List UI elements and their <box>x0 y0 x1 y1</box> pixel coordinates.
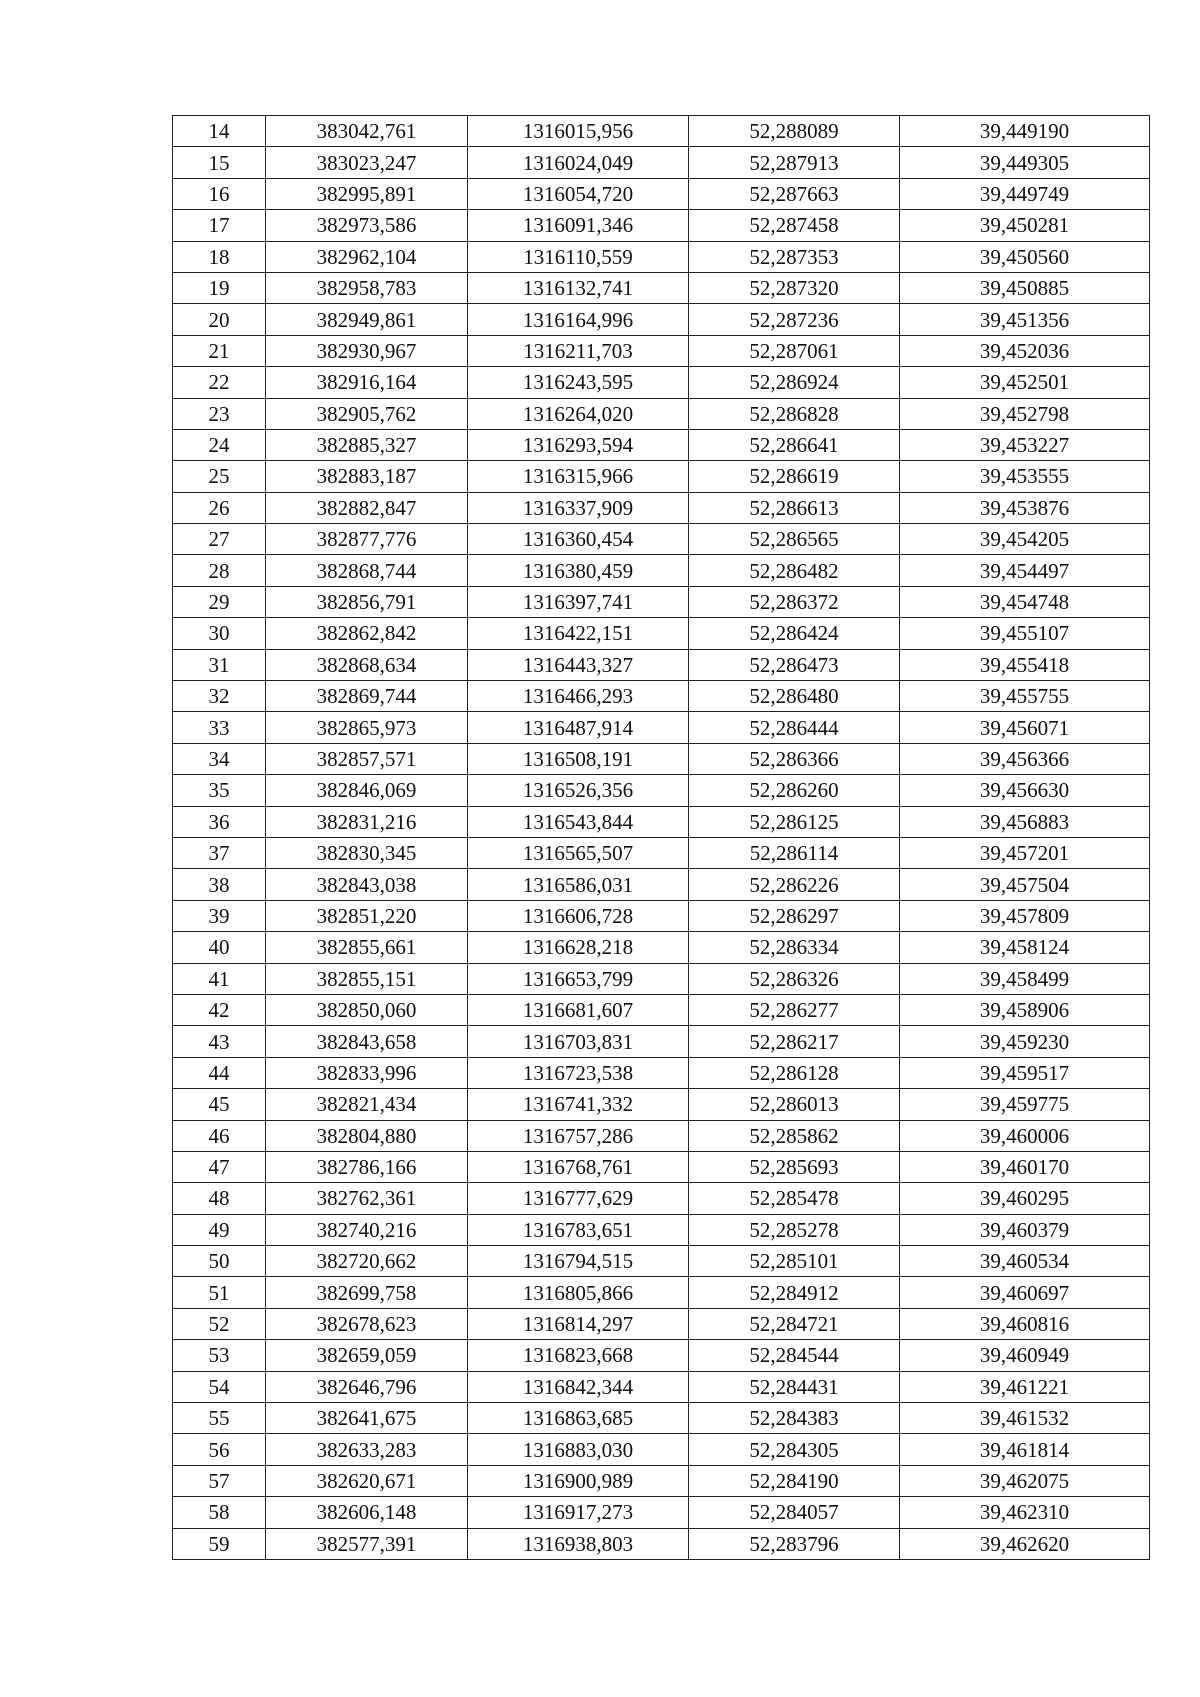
coord-y-cell: 1316054,720 <box>468 178 689 209</box>
latitude-cell: 52,286473 <box>689 649 900 680</box>
table-row <box>173 272 1150 303</box>
latitude-cell: 52,286125 <box>689 806 900 837</box>
table-row <box>173 806 1150 837</box>
coord-y-cell: 1316777,629 <box>468 1183 689 1214</box>
table-row <box>173 837 1150 868</box>
longitude-cell: 39,450281 <box>900 210 1150 241</box>
coord-x-cell: 382678,623 <box>266 1308 468 1339</box>
coord-y-cell: 1316723,538 <box>468 1057 689 1088</box>
coord-y-cell: 1316628,218 <box>468 932 689 963</box>
table-row <box>173 775 1150 806</box>
coord-x-cell: 382855,151 <box>266 963 468 994</box>
longitude-cell: 39,460170 <box>900 1151 1150 1182</box>
point-number-cell: 58 <box>173 1497 266 1528</box>
longitude-cell: 39,462310 <box>900 1497 1150 1528</box>
latitude-cell: 52,287663 <box>689 178 900 209</box>
latitude-cell: 52,286828 <box>689 398 900 429</box>
table-row <box>173 1246 1150 1277</box>
coord-y-cell: 1316741,332 <box>468 1089 689 1120</box>
longitude-cell: 39,462620 <box>900 1528 1150 1559</box>
longitude-cell: 39,456630 <box>900 775 1150 806</box>
longitude-cell: 39,455755 <box>900 681 1150 712</box>
point-number-cell: 46 <box>173 1120 266 1151</box>
table-row <box>173 1151 1150 1182</box>
table-row <box>173 304 1150 335</box>
coord-x-cell: 382851,220 <box>266 900 468 931</box>
longitude-cell: 39,452798 <box>900 398 1150 429</box>
coord-y-cell: 1316842,344 <box>468 1371 689 1402</box>
latitude-cell: 52,287320 <box>689 272 900 303</box>
table-row <box>173 900 1150 931</box>
coord-x-cell: 382949,861 <box>266 304 468 335</box>
coord-x-cell: 382833,996 <box>266 1057 468 1088</box>
coord-y-cell: 1316757,286 <box>468 1120 689 1151</box>
longitude-cell: 39,455107 <box>900 618 1150 649</box>
table-row <box>173 461 1150 492</box>
point-number-cell: 39 <box>173 900 266 931</box>
table-row <box>173 367 1150 398</box>
coord-y-cell: 1316543,844 <box>468 806 689 837</box>
longitude-cell: 39,458499 <box>900 963 1150 994</box>
latitude-cell: 52,286444 <box>689 712 900 743</box>
table-row <box>173 1497 1150 1528</box>
coord-x-cell: 382830,345 <box>266 837 468 868</box>
coord-x-cell: 382762,361 <box>266 1183 468 1214</box>
coord-y-cell: 1316024,049 <box>468 147 689 178</box>
coord-y-cell: 1316883,030 <box>468 1434 689 1465</box>
point-number-cell: 18 <box>173 241 266 272</box>
longitude-cell: 39,460816 <box>900 1308 1150 1339</box>
point-number-cell: 27 <box>173 524 266 555</box>
coord-y-cell: 1316565,507 <box>468 837 689 868</box>
point-number-cell: 31 <box>173 649 266 680</box>
coord-x-cell: 382641,675 <box>266 1403 468 1434</box>
point-number-cell: 17 <box>173 210 266 241</box>
table-row <box>173 586 1150 617</box>
coord-y-cell: 1316586,031 <box>468 869 689 900</box>
latitude-cell: 52,283796 <box>689 1528 900 1559</box>
longitude-cell: 39,456883 <box>900 806 1150 837</box>
table-row <box>173 1183 1150 1214</box>
point-number-cell: 35 <box>173 775 266 806</box>
table-row <box>173 555 1150 586</box>
longitude-cell: 39,460534 <box>900 1246 1150 1277</box>
latitude-cell: 52,287061 <box>689 335 900 366</box>
longitude-cell: 39,460295 <box>900 1183 1150 1214</box>
coord-x-cell: 382865,973 <box>266 712 468 743</box>
longitude-cell: 39,454748 <box>900 586 1150 617</box>
latitude-cell: 52,287913 <box>689 147 900 178</box>
longitude-cell: 39,457504 <box>900 869 1150 900</box>
longitude-cell: 39,449305 <box>900 147 1150 178</box>
longitude-cell: 39,454205 <box>900 524 1150 555</box>
coord-x-cell: 383042,761 <box>266 116 468 147</box>
coordinates-table-body <box>173 116 1150 1560</box>
point-number-cell: 57 <box>173 1465 266 1496</box>
latitude-cell: 52,285278 <box>689 1214 900 1245</box>
coord-y-cell: 1316315,966 <box>468 461 689 492</box>
longitude-cell: 39,454497 <box>900 555 1150 586</box>
coord-x-cell: 382620,671 <box>266 1465 468 1496</box>
point-number-cell: 38 <box>173 869 266 900</box>
table-row <box>173 210 1150 241</box>
table-row <box>173 1371 1150 1402</box>
point-number-cell: 53 <box>173 1340 266 1371</box>
latitude-cell: 52,288089 <box>689 116 900 147</box>
coord-x-cell: 382786,166 <box>266 1151 468 1182</box>
point-number-cell: 36 <box>173 806 266 837</box>
coord-x-cell: 382659,059 <box>266 1340 468 1371</box>
table-row <box>173 1089 1150 1120</box>
coord-x-cell: 382930,967 <box>266 335 468 366</box>
latitude-cell: 52,284057 <box>689 1497 900 1528</box>
coord-y-cell: 1316768,761 <box>468 1151 689 1182</box>
longitude-cell: 39,456366 <box>900 743 1150 774</box>
point-number-cell: 42 <box>173 994 266 1025</box>
coord-y-cell: 1316466,293 <box>468 681 689 712</box>
point-number-cell: 44 <box>173 1057 266 1088</box>
coord-y-cell: 1316360,454 <box>468 524 689 555</box>
table-row <box>173 524 1150 555</box>
coord-x-cell: 382846,069 <box>266 775 468 806</box>
point-number-cell: 41 <box>173 963 266 994</box>
coord-y-cell: 1316606,728 <box>468 900 689 931</box>
point-number-cell: 26 <box>173 492 266 523</box>
latitude-cell: 52,286924 <box>689 367 900 398</box>
point-number-cell: 20 <box>173 304 266 335</box>
coord-y-cell: 1316653,799 <box>468 963 689 994</box>
coord-x-cell: 382606,148 <box>266 1497 468 1528</box>
longitude-cell: 39,462075 <box>900 1465 1150 1496</box>
table-row <box>173 1308 1150 1339</box>
coord-y-cell: 1316917,273 <box>468 1497 689 1528</box>
latitude-cell: 52,284190 <box>689 1465 900 1496</box>
table-row <box>173 618 1150 649</box>
longitude-cell: 39,452501 <box>900 367 1150 398</box>
table-row <box>173 241 1150 272</box>
longitude-cell: 39,453555 <box>900 461 1150 492</box>
latitude-cell: 52,286013 <box>689 1089 900 1120</box>
latitude-cell: 52,284912 <box>689 1277 900 1308</box>
table-row <box>173 1057 1150 1088</box>
table-row <box>173 178 1150 209</box>
latitude-cell: 52,286297 <box>689 900 900 931</box>
coord-x-cell: 383023,247 <box>266 147 468 178</box>
longitude-cell: 39,460949 <box>900 1340 1150 1371</box>
latitude-cell: 52,286641 <box>689 429 900 460</box>
latitude-cell: 52,285101 <box>689 1246 900 1277</box>
coord-x-cell: 382740,216 <box>266 1214 468 1245</box>
point-number-cell: 50 <box>173 1246 266 1277</box>
coord-x-cell: 382916,164 <box>266 367 468 398</box>
longitude-cell: 39,460006 <box>900 1120 1150 1151</box>
point-number-cell: 49 <box>173 1214 266 1245</box>
coord-x-cell: 382804,880 <box>266 1120 468 1151</box>
table-row <box>173 1403 1150 1434</box>
longitude-cell: 39,450560 <box>900 241 1150 272</box>
coord-x-cell: 382720,662 <box>266 1246 468 1277</box>
point-number-cell: 43 <box>173 1026 266 1057</box>
table-row <box>173 1340 1150 1371</box>
latitude-cell: 52,286619 <box>689 461 900 492</box>
table-row <box>173 649 1150 680</box>
coord-y-cell: 1316132,741 <box>468 272 689 303</box>
longitude-cell: 39,459775 <box>900 1089 1150 1120</box>
latitude-cell: 52,286128 <box>689 1057 900 1088</box>
coord-x-cell: 382577,391 <box>266 1528 468 1559</box>
coord-x-cell: 382885,327 <box>266 429 468 460</box>
table-row <box>173 147 1150 178</box>
coord-y-cell: 1316293,594 <box>468 429 689 460</box>
coord-y-cell: 1316264,020 <box>468 398 689 429</box>
table-row <box>173 335 1150 366</box>
table-row <box>173 1214 1150 1245</box>
coordinates-table <box>172 115 1150 1560</box>
coord-y-cell: 1316823,668 <box>468 1340 689 1371</box>
coord-y-cell: 1316783,651 <box>468 1214 689 1245</box>
table-row <box>173 712 1150 743</box>
latitude-cell: 52,286482 <box>689 555 900 586</box>
coord-x-cell: 382869,744 <box>266 681 468 712</box>
coord-x-cell: 382843,038 <box>266 869 468 900</box>
point-number-cell: 40 <box>173 932 266 963</box>
longitude-cell: 39,451356 <box>900 304 1150 335</box>
longitude-cell: 39,459230 <box>900 1026 1150 1057</box>
point-number-cell: 45 <box>173 1089 266 1120</box>
coord-y-cell: 1316015,956 <box>468 116 689 147</box>
coord-y-cell: 1316091,346 <box>468 210 689 241</box>
coord-y-cell: 1316110,559 <box>468 241 689 272</box>
coord-y-cell: 1316508,191 <box>468 743 689 774</box>
point-number-cell: 28 <box>173 555 266 586</box>
point-number-cell: 56 <box>173 1434 266 1465</box>
point-number-cell: 29 <box>173 586 266 617</box>
point-number-cell: 55 <box>173 1403 266 1434</box>
latitude-cell: 52,286480 <box>689 681 900 712</box>
coord-y-cell: 1316938,803 <box>468 1528 689 1559</box>
point-number-cell: 37 <box>173 837 266 868</box>
table-row <box>173 1026 1150 1057</box>
point-number-cell: 14 <box>173 116 266 147</box>
latitude-cell: 52,286372 <box>689 586 900 617</box>
coord-y-cell: 1316526,356 <box>468 775 689 806</box>
longitude-cell: 39,457201 <box>900 837 1150 868</box>
longitude-cell: 39,453227 <box>900 429 1150 460</box>
table-row <box>173 963 1150 994</box>
table-row <box>173 1120 1150 1151</box>
point-number-cell: 34 <box>173 743 266 774</box>
latitude-cell: 52,284721 <box>689 1308 900 1339</box>
latitude-cell: 52,286277 <box>689 994 900 1025</box>
longitude-cell: 39,461814 <box>900 1434 1150 1465</box>
coord-x-cell: 382857,571 <box>266 743 468 774</box>
coord-y-cell: 1316422,151 <box>468 618 689 649</box>
longitude-cell: 39,458124 <box>900 932 1150 963</box>
table-row <box>173 1465 1150 1496</box>
coord-x-cell: 382843,658 <box>266 1026 468 1057</box>
longitude-cell: 39,460697 <box>900 1277 1150 1308</box>
coord-x-cell: 382633,283 <box>266 1434 468 1465</box>
latitude-cell: 52,284305 <box>689 1434 900 1465</box>
coord-y-cell: 1316863,685 <box>468 1403 689 1434</box>
point-number-cell: 59 <box>173 1528 266 1559</box>
coord-y-cell: 1316337,909 <box>468 492 689 523</box>
point-number-cell: 15 <box>173 147 266 178</box>
latitude-cell: 52,286114 <box>689 837 900 868</box>
point-number-cell: 47 <box>173 1151 266 1182</box>
point-number-cell: 48 <box>173 1183 266 1214</box>
point-number-cell: 22 <box>173 367 266 398</box>
coord-x-cell: 382850,060 <box>266 994 468 1025</box>
coord-y-cell: 1316681,607 <box>468 994 689 1025</box>
longitude-cell: 39,452036 <box>900 335 1150 366</box>
coord-x-cell: 382699,758 <box>266 1277 468 1308</box>
longitude-cell: 39,449749 <box>900 178 1150 209</box>
table-row <box>173 1277 1150 1308</box>
point-number-cell: 32 <box>173 681 266 712</box>
longitude-cell: 39,453876 <box>900 492 1150 523</box>
point-number-cell: 54 <box>173 1371 266 1402</box>
point-number-cell: 30 <box>173 618 266 649</box>
table-row <box>173 681 1150 712</box>
coord-y-cell: 1316243,595 <box>468 367 689 398</box>
latitude-cell: 52,287458 <box>689 210 900 241</box>
longitude-cell: 39,450885 <box>900 272 1150 303</box>
coord-x-cell: 382821,434 <box>266 1089 468 1120</box>
longitude-cell: 39,461532 <box>900 1403 1150 1434</box>
point-number-cell: 23 <box>173 398 266 429</box>
coord-y-cell: 1316164,996 <box>468 304 689 335</box>
longitude-cell: 39,449190 <box>900 116 1150 147</box>
coord-y-cell: 1316794,515 <box>468 1246 689 1277</box>
latitude-cell: 52,287236 <box>689 304 900 335</box>
coord-x-cell: 382962,104 <box>266 241 468 272</box>
table-row <box>173 743 1150 774</box>
latitude-cell: 52,285862 <box>689 1120 900 1151</box>
table-row <box>173 994 1150 1025</box>
latitude-cell: 52,286366 <box>689 743 900 774</box>
point-number-cell: 19 <box>173 272 266 303</box>
latitude-cell: 52,284544 <box>689 1340 900 1371</box>
table-row <box>173 869 1150 900</box>
point-number-cell: 52 <box>173 1308 266 1339</box>
latitude-cell: 52,286613 <box>689 492 900 523</box>
latitude-cell: 52,284431 <box>689 1371 900 1402</box>
latitude-cell: 52,285478 <box>689 1183 900 1214</box>
table-row <box>173 932 1150 963</box>
latitude-cell: 52,286424 <box>689 618 900 649</box>
coord-x-cell: 382973,586 <box>266 210 468 241</box>
coord-x-cell: 382646,796 <box>266 1371 468 1402</box>
longitude-cell: 39,457809 <box>900 900 1150 931</box>
coord-x-cell: 382862,842 <box>266 618 468 649</box>
coord-x-cell: 382868,744 <box>266 555 468 586</box>
coord-y-cell: 1316703,831 <box>468 1026 689 1057</box>
longitude-cell: 39,461221 <box>900 1371 1150 1402</box>
table-row <box>173 398 1150 429</box>
point-number-cell: 21 <box>173 335 266 366</box>
longitude-cell: 39,459517 <box>900 1057 1150 1088</box>
point-number-cell: 16 <box>173 178 266 209</box>
coord-y-cell: 1316397,741 <box>468 586 689 617</box>
coord-y-cell: 1316487,914 <box>468 712 689 743</box>
longitude-cell: 39,455418 <box>900 649 1150 680</box>
coord-x-cell: 382958,783 <box>266 272 468 303</box>
latitude-cell: 52,286565 <box>689 524 900 555</box>
coord-y-cell: 1316380,459 <box>468 555 689 586</box>
latitude-cell: 52,287353 <box>689 241 900 272</box>
table-row <box>173 429 1150 460</box>
longitude-cell: 39,456071 <box>900 712 1150 743</box>
table-row <box>173 116 1150 147</box>
point-number-cell: 25 <box>173 461 266 492</box>
coord-x-cell: 382882,847 <box>266 492 468 523</box>
coord-x-cell: 382905,762 <box>266 398 468 429</box>
latitude-cell: 52,286326 <box>689 963 900 994</box>
latitude-cell: 52,285693 <box>689 1151 900 1182</box>
latitude-cell: 52,286217 <box>689 1026 900 1057</box>
longitude-cell: 39,460379 <box>900 1214 1150 1245</box>
latitude-cell: 52,284383 <box>689 1403 900 1434</box>
coord-x-cell: 382995,891 <box>266 178 468 209</box>
coord-y-cell: 1316900,989 <box>468 1465 689 1496</box>
coord-x-cell: 382883,187 <box>266 461 468 492</box>
coord-x-cell: 382868,634 <box>266 649 468 680</box>
point-number-cell: 51 <box>173 1277 266 1308</box>
table-row <box>173 1528 1150 1559</box>
coord-y-cell: 1316814,297 <box>468 1308 689 1339</box>
table-row <box>173 492 1150 523</box>
table-row <box>173 1434 1150 1465</box>
coord-x-cell: 382831,216 <box>266 806 468 837</box>
coord-y-cell: 1316805,866 <box>468 1277 689 1308</box>
coord-x-cell: 382855,661 <box>266 932 468 963</box>
latitude-cell: 52,286226 <box>689 869 900 900</box>
latitude-cell: 52,286334 <box>689 932 900 963</box>
coord-x-cell: 382877,776 <box>266 524 468 555</box>
point-number-cell: 33 <box>173 712 266 743</box>
latitude-cell: 52,286260 <box>689 775 900 806</box>
coord-y-cell: 1316211,703 <box>468 335 689 366</box>
longitude-cell: 39,458906 <box>900 994 1150 1025</box>
coord-x-cell: 382856,791 <box>266 586 468 617</box>
coord-y-cell: 1316443,327 <box>468 649 689 680</box>
point-number-cell: 24 <box>173 429 266 460</box>
